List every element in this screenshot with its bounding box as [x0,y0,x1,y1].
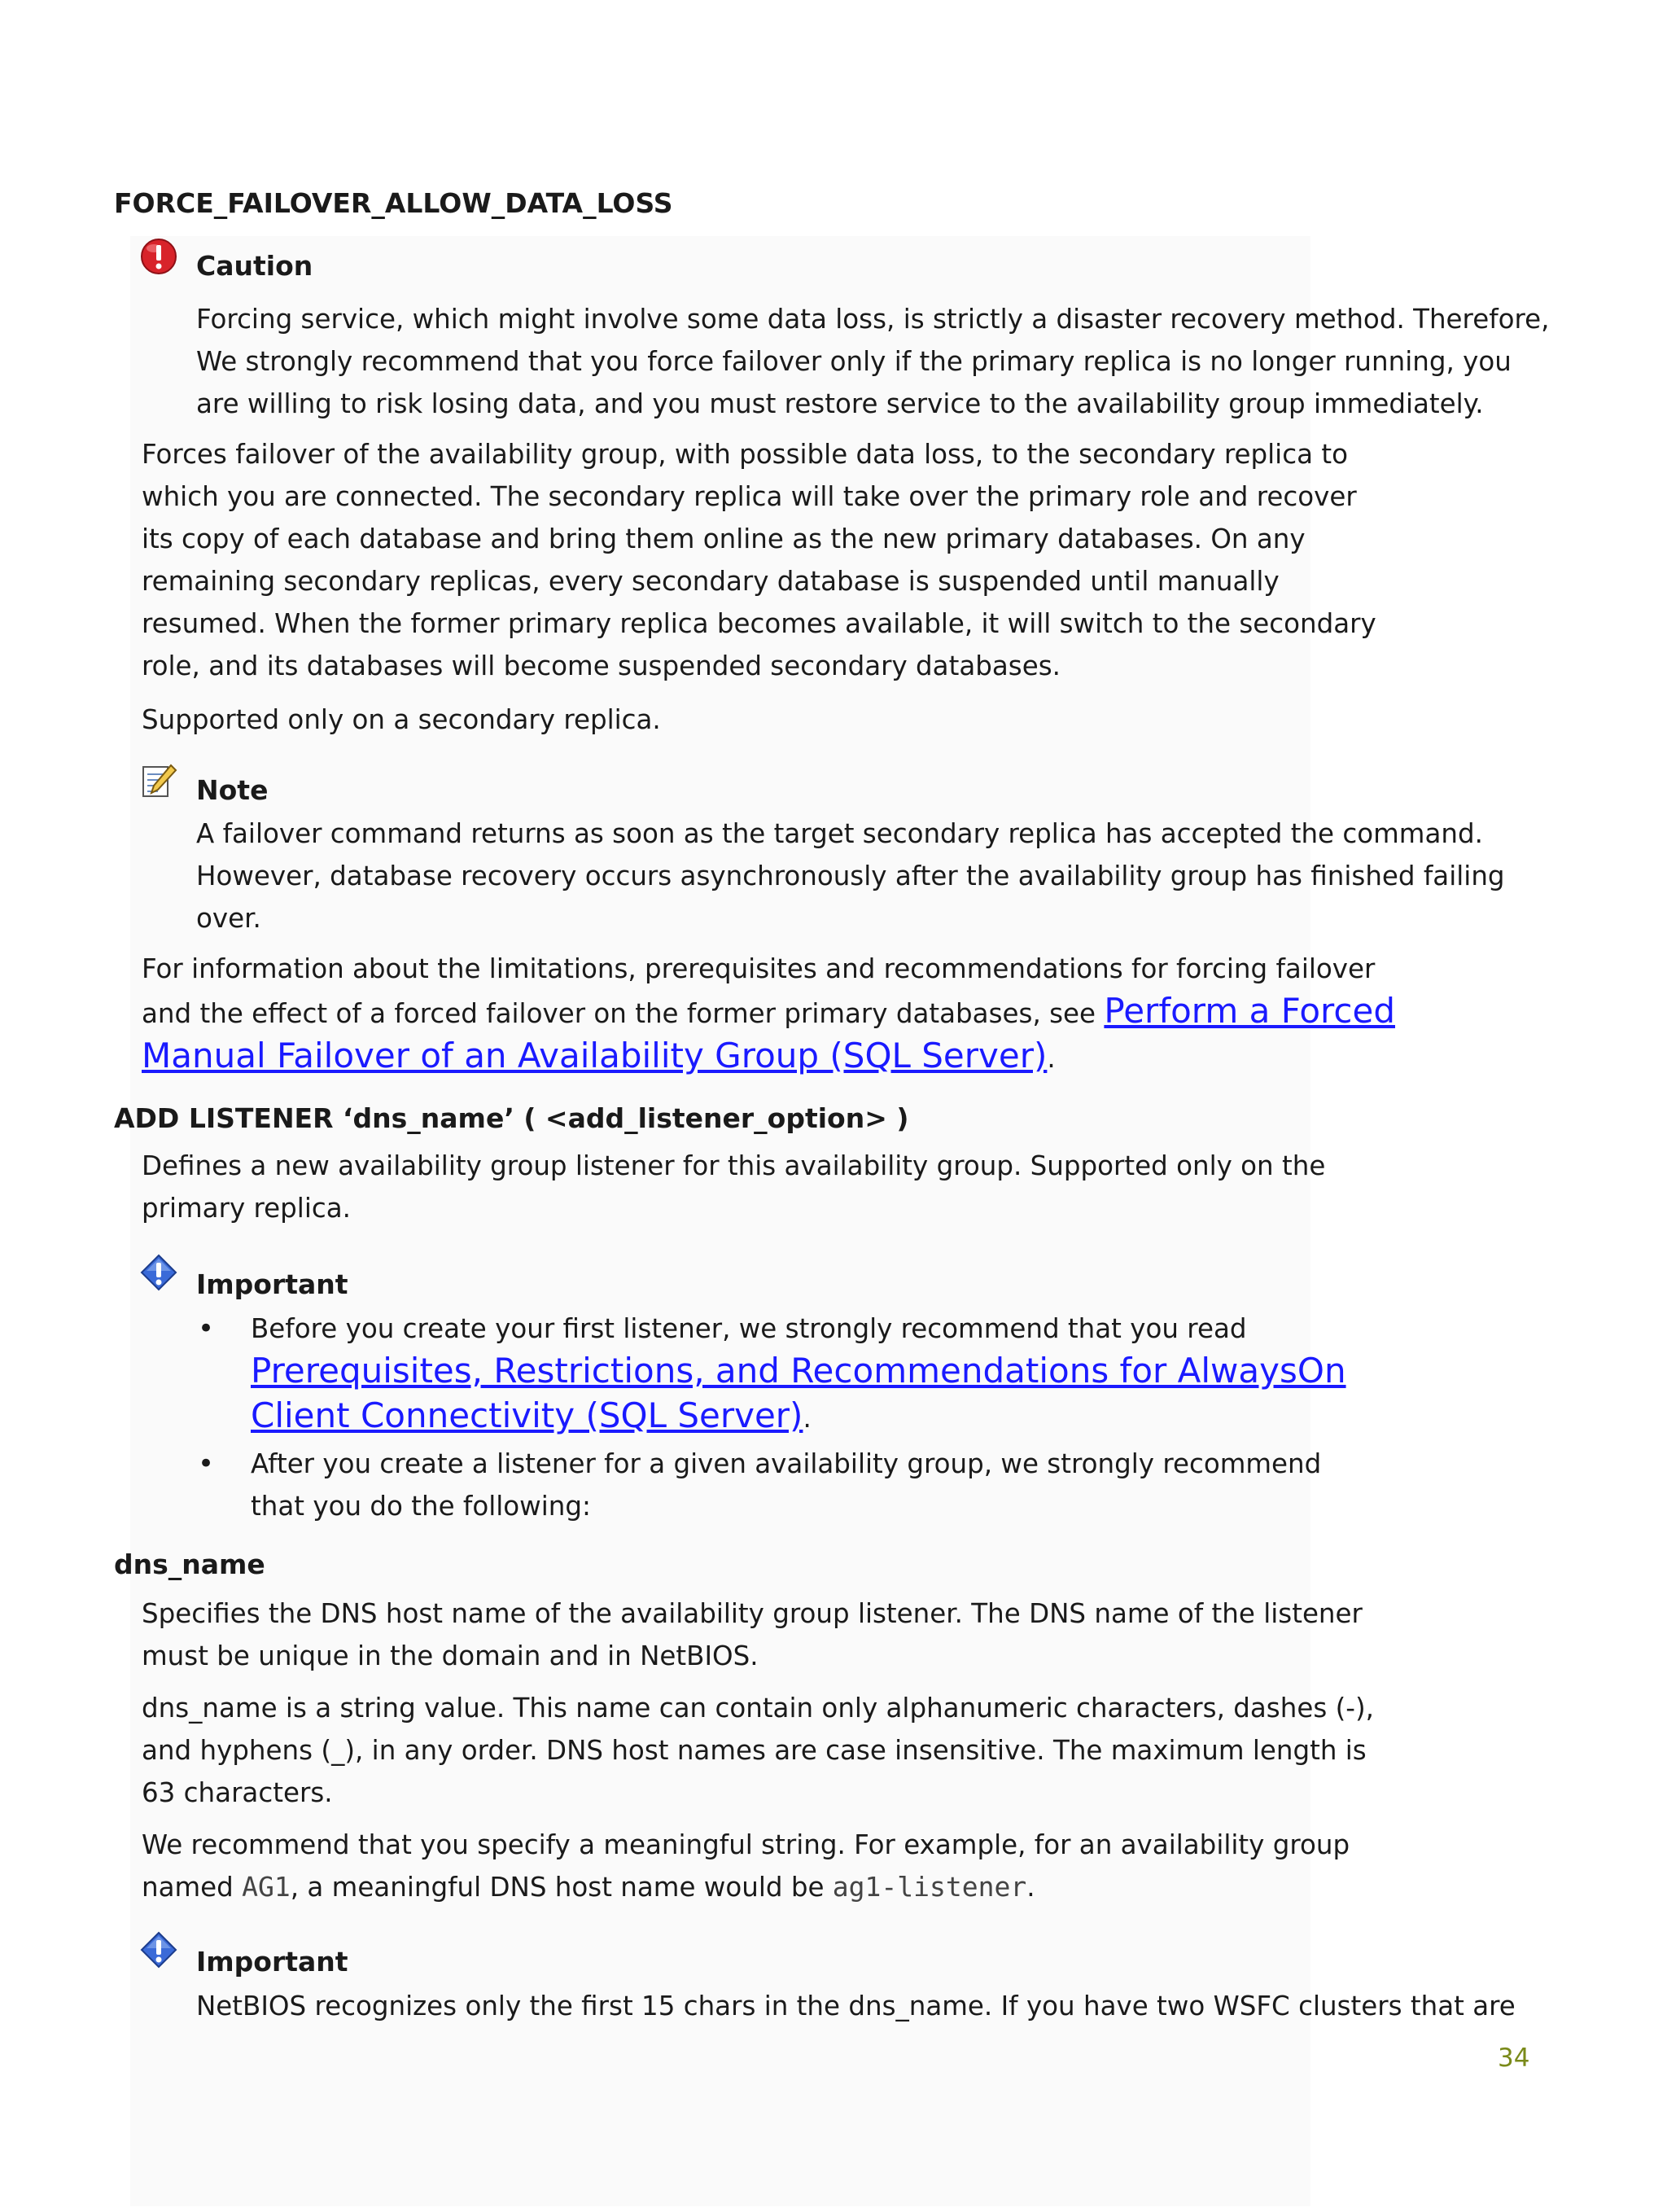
important-label: Important [196,1268,348,1300]
bullet-line: Before you create your first listener, we strongly recommend that you read [251,1313,1247,1344]
bullet-line: After you create a listener for a given availability group, we strongly recommend [251,1448,1322,1479]
description-line: role, and its databases will become suspended secondary databases. [142,650,1061,681]
important-icon [140,1931,177,1969]
bullet-line: that you do the following: [251,1491,591,1522]
paragraph-line: must be unique in the domain and in NetBIOS. [142,1640,759,1671]
paragraph-text: . [1026,1872,1035,1903]
important-text: NetBIOS recognizes only the first 15 chars in the dns_name. If you have two WSFC clusters that are [196,1991,1516,2021]
description-line: resumed. When the former primary replica becomes available, it will switch to the secondary [142,608,1376,639]
info-line: For information about the limitations, prerequisites and recommendations for forcing failover [142,953,1376,984]
description-line: remaining secondary replicas, every secondary database is suspended until manually [142,566,1280,597]
note-label: Note [196,774,269,806]
note-line: over. [196,903,261,934]
prerequisites-link[interactable]: Prerequisites, Restrictions, and Recommendations for AlwaysOn [251,1351,1346,1391]
dns-name-paragraph-2 [142,1687,1374,1814]
caution-line: We strongly recommend that you force failover only if the primary replica is no longer running, you [196,346,1512,377]
paragraph-line: and hyphens (_), in any order. DNS host names are case insensitive. The maximum length is [142,1735,1367,1766]
note-icon [140,762,177,799]
paragraph-line: 63 characters. [142,1777,333,1808]
caution-line: are willing to risk losing data, and you must restore service to the availability group immediately. [196,388,1484,419]
description-line: which you are connected. The secondary replica will take over the primary role and recover [142,481,1357,512]
prerequisites-link[interactable]: Client Connectivity (SQL Server) [251,1395,803,1435]
bullet-line [251,1350,1346,1395]
info-line [142,1035,1395,1080]
bullet-item-1 [251,1307,1346,1439]
info-text: and the effect of a forced failover on the former primary databases, see [142,998,1105,1029]
paragraph-line: dns_name is a string value. This name can contain only alphanumeric characters, dashes (-), [142,1693,1375,1724]
note-text [196,813,1505,940]
info-paragraph [142,948,1395,1080]
description-line: Forces failover of the availability group, with possible data loss, to the secondary replica to [142,439,1348,470]
description-line: its copy of each database and bring them online as the new primary databases. On any [142,523,1306,554]
caution-text [196,298,1550,425]
bullet-line [251,1395,1346,1439]
paragraph-text: , a meaningful DNS host name would be [290,1872,833,1903]
paragraph-line [142,1866,1350,1908]
add-listener-description [142,1145,1325,1229]
code-ag1: AG1 [242,1871,291,1903]
caution-line: Forcing service, which might involve some data loss, is strictly a disaster recovery method. Therefore, [196,304,1550,335]
paragraph-line: Specifies the DNS host name of the availability group listener. The DNS name of the listener [142,1598,1363,1629]
info-period: . [1047,1043,1056,1074]
important-label: Important [196,1946,348,1978]
dns-name-paragraph-1 [142,1592,1363,1677]
caution-label: Caution [196,250,313,282]
paragraph-line: We recommend that you specify a meaningful string. For example, for an availability group [142,1829,1350,1860]
page-number: 34 [1498,2043,1530,2073]
heading-force-failover: FORCE_FAILOVER_ALLOW_DATA_LOSS [114,187,673,219]
supported-text: Supported only on a secondary replica. [142,704,661,735]
description-line: Defines a new availability group listener for this availability group. Supported only on the [142,1150,1326,1181]
important-icon [140,1254,177,1291]
note-line: However, database recovery occurs asynchronously after the availability group has finished failing [196,861,1505,891]
heading-dns-name: dns_name [114,1548,265,1580]
bullet-item-2 [251,1443,1321,1527]
paragraph-text: named [142,1872,243,1903]
code-ag1-listener: ag1-listener [832,1871,1027,1903]
note-line: A failover command returns as soon as the target secondary replica has accepted the command. [196,818,1483,849]
perform-forced-failover-link[interactable]: Perform a Forced [1104,991,1395,1031]
heading-add-listener: ADD LISTENER ‘dns_name’ ( <add_listener_option> ) [114,1102,909,1134]
bullet-marker: • [198,1448,215,1480]
caution-icon [140,238,177,275]
bullet-period: . [803,1403,812,1434]
force-failover-description [142,433,1376,687]
description-line: primary replica. [142,1193,351,1224]
dns-name-paragraph-3 [142,1824,1350,1908]
perform-forced-failover-link[interactable]: Manual Failover of an Availability Group (SQL Server) [142,1036,1048,1075]
bullet-marker: • [198,1312,215,1345]
info-line [142,990,1395,1035]
